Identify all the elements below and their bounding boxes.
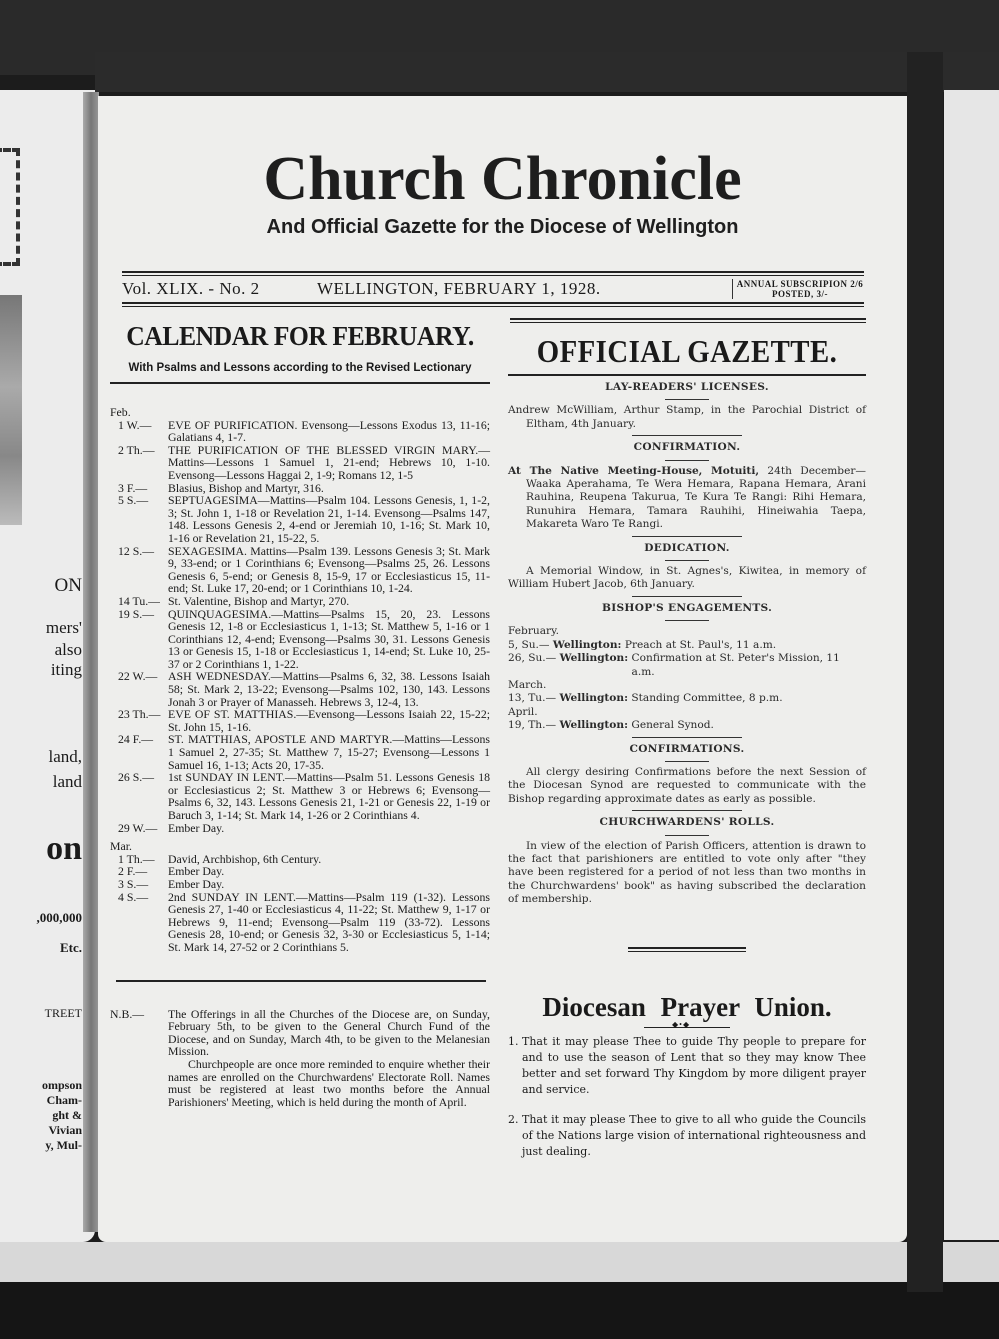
nota-bene bbox=[110, 1008, 490, 1109]
calendar-list bbox=[110, 406, 490, 954]
rule bbox=[665, 761, 709, 762]
churchwardens-text: In view of the election of Parish Officers, attention is drawn to the fact that parishioners are entitled to vote only after "they have been registered for a period of not less than two months in the Churchwardens' book" as having subscribed the declaration of membership. bbox=[508, 839, 866, 906]
masthead bbox=[98, 146, 907, 240]
confirmation-date: 24th December— bbox=[767, 464, 867, 477]
rule bbox=[632, 737, 742, 738]
scan-divider bbox=[907, 52, 943, 1292]
left-page-fragment: ,000,000 bbox=[36, 910, 82, 925]
newspaper-page bbox=[98, 96, 907, 1242]
scan-surface bbox=[0, 1242, 999, 1284]
gazette-title: OFFICIAL GAZETTE. bbox=[536, 333, 838, 369]
calendar-entry: 26 S.— 1st SUNDAY IN LENT.—Mattins—Psalm 51. Lessons Genesis 18 or Ecclesiasticus 2; St. Matthew 3 or Hebrews 6; Evensong—Psalms 6, 32, 143. Lessons Genesis 21, 1-21 or Genesis 22, 1-19 or Baruch 3, 1-14; St. Mark 14, 1-26 or 2 Corinthians 4. bbox=[118, 770, 490, 822]
scan-background-bottom bbox=[0, 1282, 999, 1339]
left-page-fragment: iting bbox=[50, 660, 82, 679]
left-page-fragment: y, Mul- bbox=[45, 1138, 82, 1152]
month-label: Mar. bbox=[110, 839, 132, 854]
left-page-fragment: ON bbox=[54, 575, 82, 596]
rule bbox=[632, 596, 742, 597]
calendar-entry: 1 Th.— David, Archbishop, 6th Century. bbox=[118, 851, 322, 866]
left-page-fragment: on bbox=[46, 830, 82, 867]
prayer-item: 1. That it may please Thee to guide Thy people to prepare for and to use the season of Lent that so they may know Thee better and set forward Thy Kingdom by more diligent prayer and service. bbox=[508, 1034, 866, 1096]
publication-subtitle: And Official Gazette for the Diocese of Wellington bbox=[266, 216, 739, 238]
engagement-item: 19, Th.— Wellington: General Synod. bbox=[508, 719, 714, 732]
engagement-month: March. bbox=[508, 678, 547, 691]
left-page-fragment: also bbox=[54, 640, 82, 659]
left-page-fragment: Vivian bbox=[48, 1123, 82, 1137]
engagement-item: 5, Su.— Wellington: Preach at St. Paul's, 11 a.m. bbox=[508, 638, 777, 651]
section-heading: BISHOP'S ENGAGEMENTS. bbox=[601, 601, 773, 614]
calendar-entry: 3 F.— Blasius, Bishop and Martyr, 316. bbox=[118, 480, 324, 495]
nb-label: N.B.— bbox=[110, 1006, 145, 1021]
dedication-text: A Memorial Window, in St. Agnes's, Kiwitea, in memory of William Hubert Jacob, 6th January. bbox=[508, 565, 866, 591]
confirmation-text bbox=[508, 465, 866, 532]
calendar-entry: 24 F.— ST. MATTHIAS, APOSTLE AND MARTYR.—Mattins—Lessons 1 Samuel 2, 27-35; St. Matthew 7, 15-27; Evensong—Lessons 1 Samuel 16, 1-13; Acts 20, 17-35. bbox=[118, 732, 490, 772]
calendar-entry: 14 Tu.— St. Valentine, Bishop and Martyr, 270. bbox=[118, 593, 350, 608]
engagement-month: April. bbox=[508, 705, 538, 718]
subscription-annual: ANNUAL SUBSCRIPION 2/6 bbox=[736, 279, 864, 289]
subscription-price bbox=[732, 279, 864, 299]
left-page-fragment: mers' bbox=[45, 618, 82, 637]
nb-paragraph: Churchpeople are once more reminded to enquire whether their names are enrolled on the Churchwardens' Electorate Roll. Names must be registered at least two months before the Annual Parishioners' Meeting, which is held during the month of April. bbox=[168, 1056, 490, 1109]
section-heading: LAY-READERS' LICENSES. bbox=[605, 381, 769, 393]
ornament-divider-icon bbox=[644, 1027, 730, 1028]
section-heading: CONFIRMATIONS. bbox=[629, 742, 745, 755]
left-page-fragment: land, bbox=[48, 747, 82, 766]
decorative-frame-icon bbox=[0, 148, 20, 266]
calendar-entry: 2 Th.— THE PURIFICATION OF THE BLESSED VIRGIN MARY.—Mattins—Lessons 1 Samuel 1, 21-end; Hebrews 10, 1-10. Evensong—Lessons Haggai 2, 1-9; Romans 12, 1-5 bbox=[118, 442, 490, 482]
section-heading: CHURCHWARDENS' ROLLS. bbox=[599, 816, 775, 829]
left-page-fragment: ght & bbox=[52, 1108, 82, 1122]
scan-dark-strip bbox=[95, 52, 999, 92]
rule bbox=[110, 382, 490, 384]
rule bbox=[116, 980, 486, 982]
calendar-entry: 22 W.— ASH WEDNESDAY.—Mattins—Psalms 6, 32, 38. Lessons Isaiah 58; St. Mark 2, 13-22; Evensong—Psalms 102, 130, 143. Lessons Jonah 3 or Prayer of Manasseh. Hebrews 3, 12-4, 13. bbox=[118, 669, 490, 709]
prayer-item: 2. That it may please Thee to give to all who guide the Councils of the Nations large vision of international righteousness and just dealing. bbox=[508, 1112, 866, 1158]
calendar-entry: 3 S.— Ember Day. bbox=[118, 876, 225, 891]
calendar-title: CALENDAR FOR FEBRUARY. bbox=[126, 321, 474, 351]
calendar-entry: 4 S.— 2nd SUNDAY IN LENT.—Mattins—Psalm 119 (1-32). Lessons Genesis 27, 1-40 or Ecclesiasticus 4, 11-22; St. Matthew 9, 1-17 or Hebrews 9, 11-end; Evensong—Psalm 119 (33-72). Lessons Genesis 28, 10-end; or Genesis 32, 3-30 or Ecclesiasticus 5, 1-14; St. Mark 14, 27-52 or 2 Corinthians 5. bbox=[118, 889, 490, 954]
book-gutter bbox=[83, 92, 99, 1232]
volume-number: Vol. XLIX. - No. 2 bbox=[122, 279, 260, 298]
calendar-entry: 2 F.— Ember Day. bbox=[118, 864, 225, 879]
rule bbox=[632, 536, 742, 537]
left-page-fragment: ompson bbox=[41, 1078, 82, 1092]
left-page-fragment: land bbox=[52, 772, 82, 791]
left-page-fragment: TREET bbox=[44, 1006, 82, 1020]
calendar-entry: 1 W.— EVE OF PURIFICATION. Evensong—Lessons Exodus 13, 11-16; Galatians 4, 1-7. bbox=[118, 417, 490, 445]
subscription-posted: POSTED, 3/- bbox=[771, 289, 828, 299]
rule bbox=[510, 318, 866, 323]
left-page-fragment: Etc. bbox=[59, 940, 82, 955]
rule bbox=[632, 810, 742, 811]
calendar-entry: 19 S.— QUINQUAGESIMA.—Mattins—Psalms 15, 20, 23. Lessons Genesis 12, 1-8 or Ecclesiasticus 1, 1-13; St. Matthew 5, 1-16 or 1 Corinthians 12, 4-end; Evensong—Psalms 30, 31. Lessons Genesis 13 or Genesis 15, 1-18 or Ecclesiasticus 1, 14-end; St. Luke 10, 25-37 or 2 Corinthians 1, 1-22. bbox=[118, 606, 490, 671]
lay-readers-text: Andrew McWilliam, Arthur Stamp, in the Parochial District of Eltham, 4th January. bbox=[508, 404, 866, 430]
rule bbox=[122, 302, 864, 307]
confirmation-names: Waaka Aperahama, Te Wera Hemara, Rapana Hemara, Arani Rauhina, Reupena Takurua, Te Kura Te Rangi: Rihi Hemara, Runuhira Hemara, Tamara Rauhihi, Hineiwahia Taepa, Makareta Waro Te Rangi. bbox=[526, 478, 866, 531]
confirmation-place: At The Native Meeting-House, Motuiti, bbox=[508, 464, 760, 477]
engagement-month: February. bbox=[508, 625, 560, 638]
section-heading: CONFIRMATION. bbox=[633, 441, 741, 454]
calendar-entry: 12 S.— SEXAGESIMA. Mattins—Psalm 139. Lessons Genesis 3; St. Mark 9, 33-end; or 1 Corinthians 6; Evensong—Psalms 25, 26. Lessons Genesis 6, 5-end; or Genesis 8, 15-9, 17 or Ecclesiasticus 15, 11-end; St. Luke 17, 20-end; or 1 Corinthians 10, 1-24. bbox=[118, 543, 490, 596]
rule bbox=[665, 560, 709, 561]
engagement-item: 13, Tu.— Wellington: Standing Committee, 8 p.m. bbox=[508, 692, 783, 705]
gazette-column bbox=[508, 318, 866, 1160]
rule bbox=[628, 947, 746, 952]
confirmations-text: All clergy desiring Confirmations before the next Session of the Diocesan Synod are requested to communicate with the Bishop regarding approximate dates as early as possible. bbox=[508, 765, 866, 805]
dateline: WELLINGTON, FEBRUARY 1, 1928. bbox=[317, 279, 601, 298]
calendar-entry: 23 Th.— EVE OF ST. MATTHIAS.—Evensong—Lessons Isaiah 22, 15-22; St. John 15, 1-16. bbox=[118, 707, 490, 734]
calendar-entry: 5 S.— SEPTUAGESIMA—Mattins—Psalm 104. Lessons Genesis, 1, 1-2, 3; St. John 1, 1-18 or Revelation 21, 1-14. Evensong—Psalms 147, 148. Lessons Genesis 2, 4-end or Jeremiah 10, 1-16; St. Mark 10, 1-16 or Revelation 21, 15-22, 5. bbox=[118, 493, 490, 545]
prayer-union-title: Diocesan Prayer Union. bbox=[542, 991, 832, 1022]
adjacent-left-page bbox=[0, 90, 95, 1242]
calendar-entry: 29 W.— Ember Day. bbox=[118, 820, 225, 835]
left-page-fragment: Cham- bbox=[46, 1093, 82, 1107]
photo-fragment bbox=[0, 295, 22, 525]
nb-paragraph: The Offerings in all the Churches of the Diocese are, on Sunday, February 5th, to be given to the General Church Fund of the Diocese, and on Sunday, March 4th, to be given to the Melanesian Mission. bbox=[168, 1006, 490, 1059]
gazette-body bbox=[508, 381, 866, 907]
adjacent-right-page bbox=[944, 90, 999, 1240]
engagements-list bbox=[508, 625, 866, 732]
calendar-subtitle: With Psalms and Lessons according to the Revised Lectionary bbox=[128, 362, 472, 374]
section-heading: DEDICATION. bbox=[644, 541, 730, 554]
month-label: Feb. bbox=[110, 405, 131, 419]
rule bbox=[508, 374, 866, 376]
issue-line bbox=[122, 271, 864, 307]
rule bbox=[665, 460, 709, 461]
rule bbox=[665, 620, 709, 621]
rule bbox=[665, 835, 709, 836]
calendar-column bbox=[110, 318, 490, 1108]
engagement-item: 26, Su.— Wellington: Confirmation at St. Peter's Mission, 11 a.m. bbox=[508, 652, 840, 678]
rule bbox=[632, 435, 742, 436]
publication-title: Church Chronicle bbox=[263, 145, 742, 213]
rule bbox=[665, 399, 709, 400]
